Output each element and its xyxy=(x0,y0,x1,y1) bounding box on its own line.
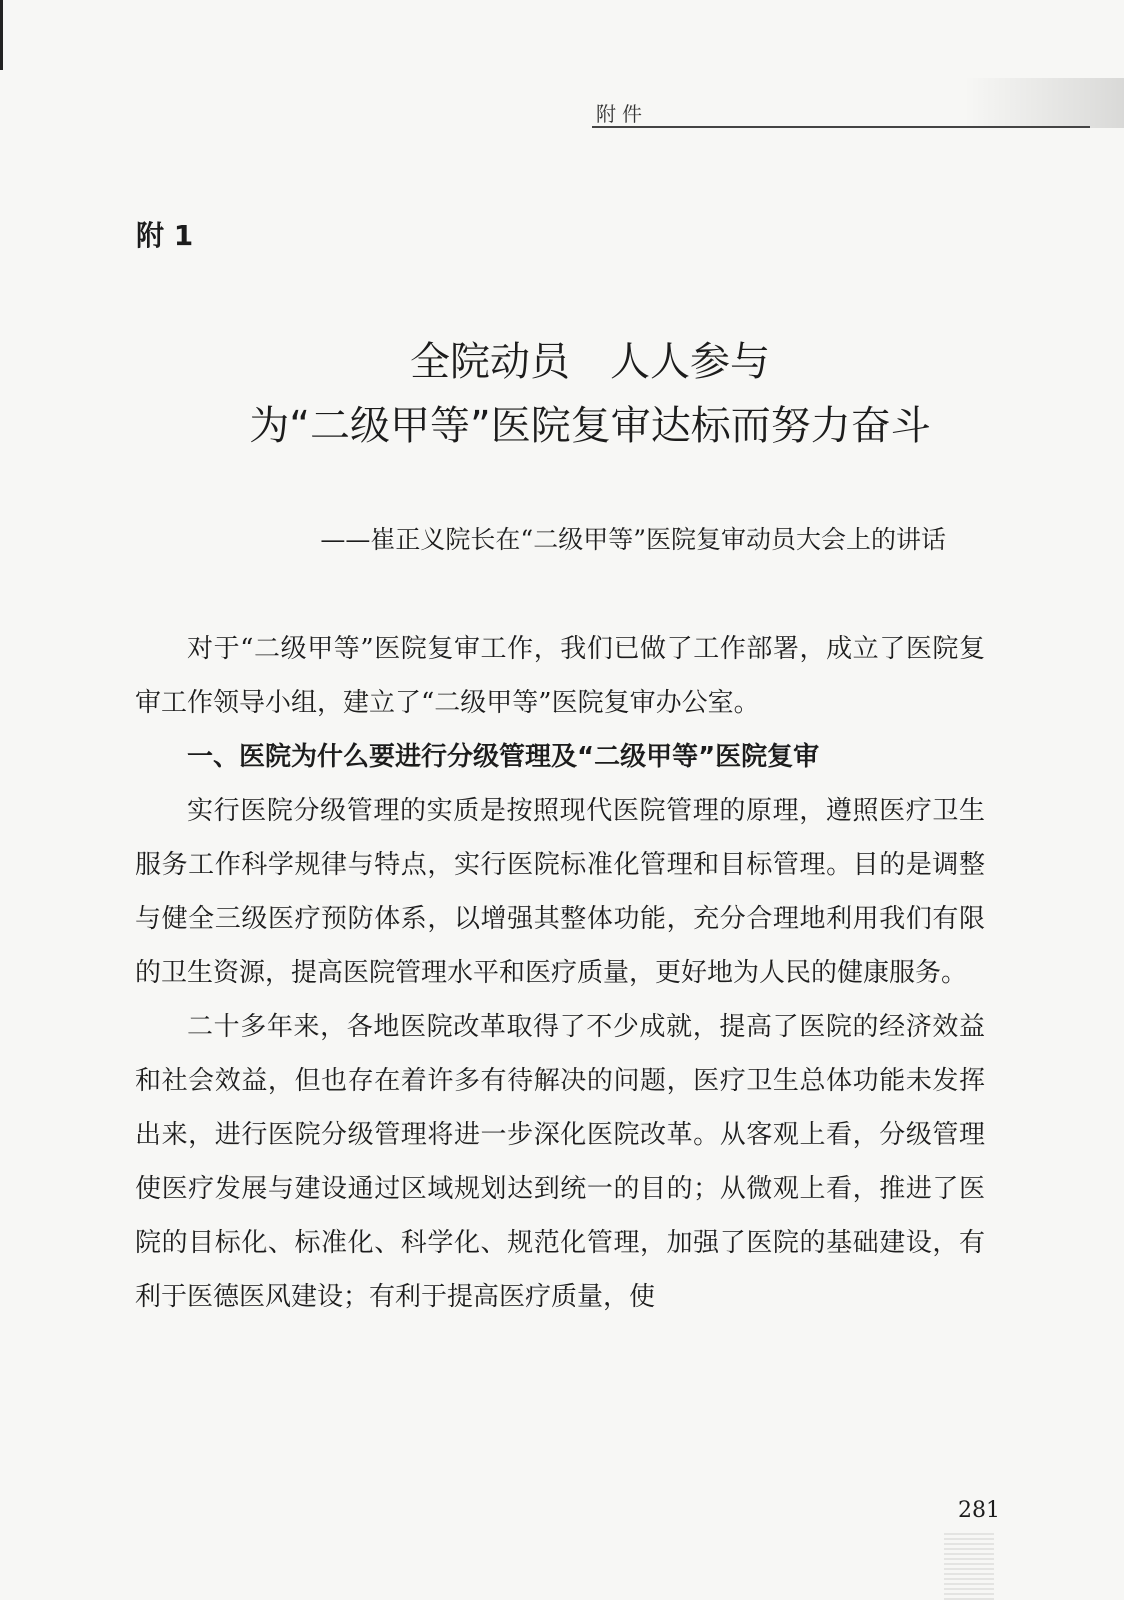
scan-edge-mark xyxy=(0,0,3,70)
title-line-2: 为“二级甲等”医院复审达标而努力奋斗 xyxy=(249,403,931,449)
subtitle: ——崔正义院长在“二级甲等”医院复审动员大会上的讲话 xyxy=(320,525,946,554)
appendix-label: 附 1 xyxy=(136,219,194,252)
title-line-1: 全院动员 人人参与 xyxy=(410,339,770,385)
paragraph-2: 实行医院分级管理的实质是按照现代医院管理的原理，遵照医疗卫生服务工作科学规律与特点，实行医院标准化管理和目标管理。目的是调整与健全三级医疗预防体系，以增强其整体功能，充分合理地利用我们有限的卫生资源，提高医院管理水平和医疗质量，更好地为人民的健康服务。 xyxy=(135,796,985,988)
running-header: 附件 xyxy=(596,102,648,126)
paragraph-1: 对于“二级甲等”医院复审工作，我们已做了工作部署，成立了医院复审工作领导小组，建立了“二级甲等”医院复审办公室。 xyxy=(135,634,985,718)
scan-shading-bottom xyxy=(944,1530,994,1600)
body-text xyxy=(135,622,985,1324)
header-rule xyxy=(592,126,1090,128)
section-heading-1: 一、医院为什么要进行分级管理及“二级甲等”医院复审 xyxy=(187,742,820,772)
paragraph-3: 二十多年来，各地医院改革取得了不少成就，提高了医院的经济效益和社会效益，但也存在着许多有待解决的问题，医疗卫生总体功能未发挥出来，进行医院分级管理将进一步深化医院改革。从客观上看，分级管理使医疗发展与建设通过区域规划达到统一的目的；从微观上看，推进了医院的目标化、标准化、科学化、规范化管理，加强了医院的基础建设，有利于医德医风建设；有利于提高医疗质量，使 xyxy=(135,1012,985,1312)
scan-shading-top xyxy=(964,78,1124,128)
page-number: 281 xyxy=(958,1498,1000,1523)
